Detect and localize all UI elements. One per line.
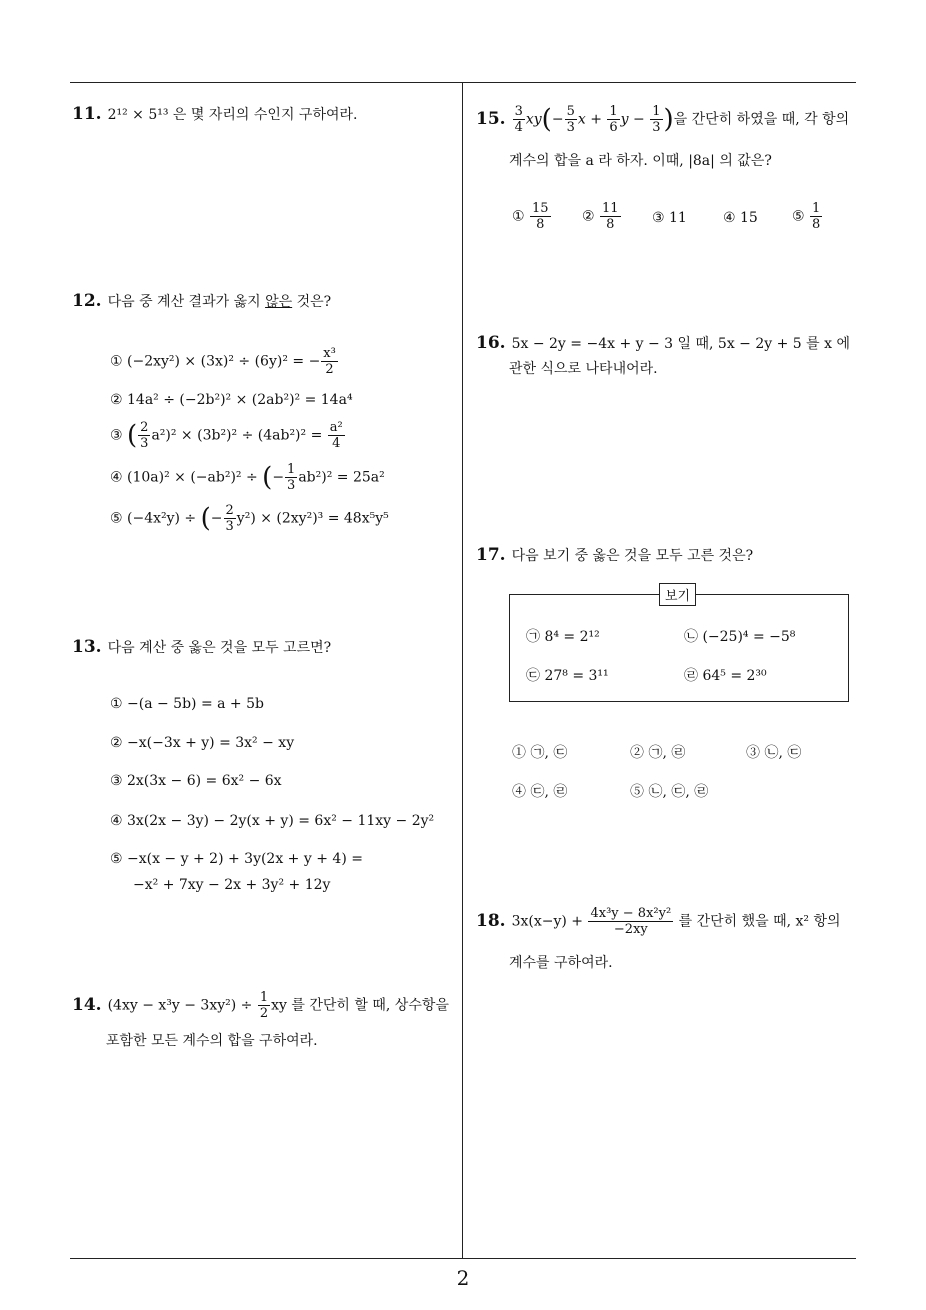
- question-number: 17.: [476, 545, 506, 565]
- fraction: $\frac{1}{2}$: [259, 990, 269, 1021]
- question-11: [72, 103, 357, 126]
- question-text-end: 것은?: [292, 294, 332, 310]
- fraction: $\frac{3}{4}$: [514, 104, 523, 135]
- question-text: 다음 중 계산 결과가 옳지: [107, 294, 266, 310]
- question-number: 11.: [72, 104, 102, 124]
- question-16: 16. 5x − 2y = −4x + y − 3 일 때, 5x − 2y + 5 를 x 에: [476, 333, 851, 353]
- question-text: 다음 계산 중 옳은 것을 모두 고르면?: [107, 640, 332, 656]
- fraction: $\frac{2}{3}$: [225, 503, 234, 534]
- q17-option-1[interactable]: ① ㉠, ㉢: [512, 745, 568, 761]
- q12-option-2[interactable]: ② 14a² ÷ (−2b²)² × (2ab²)² = 14a⁴: [110, 392, 353, 408]
- question-text: 2¹² × 5¹³ 은 몇 자리의 수인지 구하여라.: [107, 107, 358, 123]
- q12-option-5[interactable]: ⑤ (−4x²y) ÷ (− $\frac{2}{3}$ y²) × (2xy²)³ = 48x⁵y⁵: [110, 503, 389, 534]
- bogi-item-3: ㉢ 27⁸ = 3¹¹: [526, 668, 609, 684]
- question-number: 18.: [476, 910, 506, 931]
- question-number: 15.: [476, 108, 506, 129]
- top-rule: [70, 82, 856, 83]
- bogi-item-2: ㉡ (−25)⁴ = −5⁸: [684, 629, 796, 645]
- q13-option-2[interactable]: ② −x(−3x + y) = 3x² − xy: [110, 735, 295, 751]
- fraction: $\frac{5}{3}$: [566, 104, 575, 135]
- q15-option-4[interactable]: ④ 15: [723, 210, 758, 226]
- q12-option-1[interactable]: ① (−2xy²) × (3x)² ÷ (6y)² = − $\frac{\text{x³}}{2}$: [110, 346, 336, 377]
- fraction: $\frac{15}{8}$: [532, 201, 549, 232]
- fraction: $\frac{1}{6}$: [609, 104, 618, 135]
- question-number: 13.: [72, 637, 102, 657]
- fraction: $\frac{1}{8}$: [812, 201, 821, 232]
- bogi-item-4: ㉣ 64⁵ = 2³⁰: [684, 668, 767, 684]
- question-15-line-2: 계수의 합을 a 라 하자. 이때, |8a| 의 값은?: [509, 153, 772, 169]
- fraction: $\frac{2}{3}$: [140, 420, 149, 451]
- fraction: $\frac{\text{a²}}{4}$: [329, 420, 343, 451]
- q15-option-5[interactable]: ⑤ $\frac{1}{8}$: [792, 201, 821, 232]
- bogi-title: 보기: [659, 583, 696, 606]
- q13-option-1[interactable]: ① −(a − 5b) = a + 5b: [110, 696, 264, 712]
- q15-option-3[interactable]: ③ 11: [652, 210, 687, 226]
- q17-option-5[interactable]: ⑤ ㉡, ㉢, ㉣: [630, 784, 709, 800]
- question-17: 17. 다음 보기 중 옳은 것을 모두 고른 것은?: [476, 545, 754, 565]
- question-12: [72, 290, 331, 313]
- question-15: 15. $\frac{3}{4}$ xy(− $\frac{5}{3}$ x + $\frac{1}{6}$ y − $\frac{1}{3}$ )을 간단히 하였을 때, 각 항의: [476, 104, 850, 135]
- fraction: $\frac{1}{3}$: [287, 462, 296, 493]
- q13-option-3[interactable]: ③ 2x(3x − 6) = 6x² − 6x: [110, 773, 282, 789]
- q12-option-3[interactable]: ③ ( $\frac{2}{3}$ a²)² × (3b²)² ÷ (4ab²)² = $\frac{\text{a²}}{4}$: [110, 420, 343, 451]
- bottom-rule: [70, 1258, 856, 1259]
- question-number: 12.: [72, 291, 102, 311]
- fraction: $\frac{\text{4x³y − 8x²y²}}{-2xy}$: [590, 906, 672, 937]
- question-number: 14.: [72, 994, 102, 1015]
- q17-option-4[interactable]: ④ ㉢, ㉣: [512, 784, 568, 800]
- question-18-line-2: 계수를 구하여라.: [509, 955, 613, 971]
- question-14-line-2: 포함한 모든 계수의 합을 구하여라.: [106, 1033, 318, 1049]
- question-16-line-2: 관한 식으로 나타내어라.: [509, 361, 658, 377]
- question-18: 18. 3x(x−y) + $\frac{\text{4x³y − 8x²y²}}{-2xy}$ 를 간단히 했을 때, x² 항의: [476, 906, 841, 937]
- bogi-item-1: ㉠ 8⁴ = 2¹²: [526, 629, 600, 645]
- q13-option-5[interactable]: ⑤ −x(x − y + 2) + 3y(2x + y + 4) =: [110, 851, 363, 867]
- fraction: $\frac{11}{8}$: [602, 201, 619, 232]
- bogi-box: [509, 594, 849, 702]
- question-14: 14. (4xy − x³y − 3xy²) ÷ $\frac{1}{2}$ xy 를 간단히 할 때, 상수항을: [72, 990, 449, 1021]
- page-number: 2: [456, 1266, 470, 1290]
- q17-option-3[interactable]: ③ ㉡, ㉢: [746, 745, 802, 761]
- question-13: [72, 636, 331, 659]
- q13-option-4[interactable]: ④ 3x(2x − 3y) − 2y(x + y) = 6x² − 11xy − 2y²: [110, 813, 435, 829]
- fraction: $\frac{\text{x³}}{2}$: [323, 346, 336, 377]
- q15-option-2[interactable]: ② $\frac{11}{8}$: [582, 201, 619, 232]
- question-number: 16.: [476, 333, 506, 353]
- q13-option-5-line-2: −x² + 7xy − 2x + 3y² + 12y: [133, 877, 331, 893]
- fraction: $\frac{1}{3}$: [652, 104, 661, 135]
- q15-option-1[interactable]: ① $\frac{15}{8}$: [512, 201, 549, 232]
- column-divider: [462, 83, 463, 1258]
- q17-option-2[interactable]: ② ㉠, ㉣: [630, 745, 686, 761]
- underlined-word: 않은: [265, 294, 293, 310]
- q12-option-4[interactable]: ④ (10a)² × (−ab²)² ÷ (− $\frac{1}{3}$ ab²)² = 25a²: [110, 462, 385, 493]
